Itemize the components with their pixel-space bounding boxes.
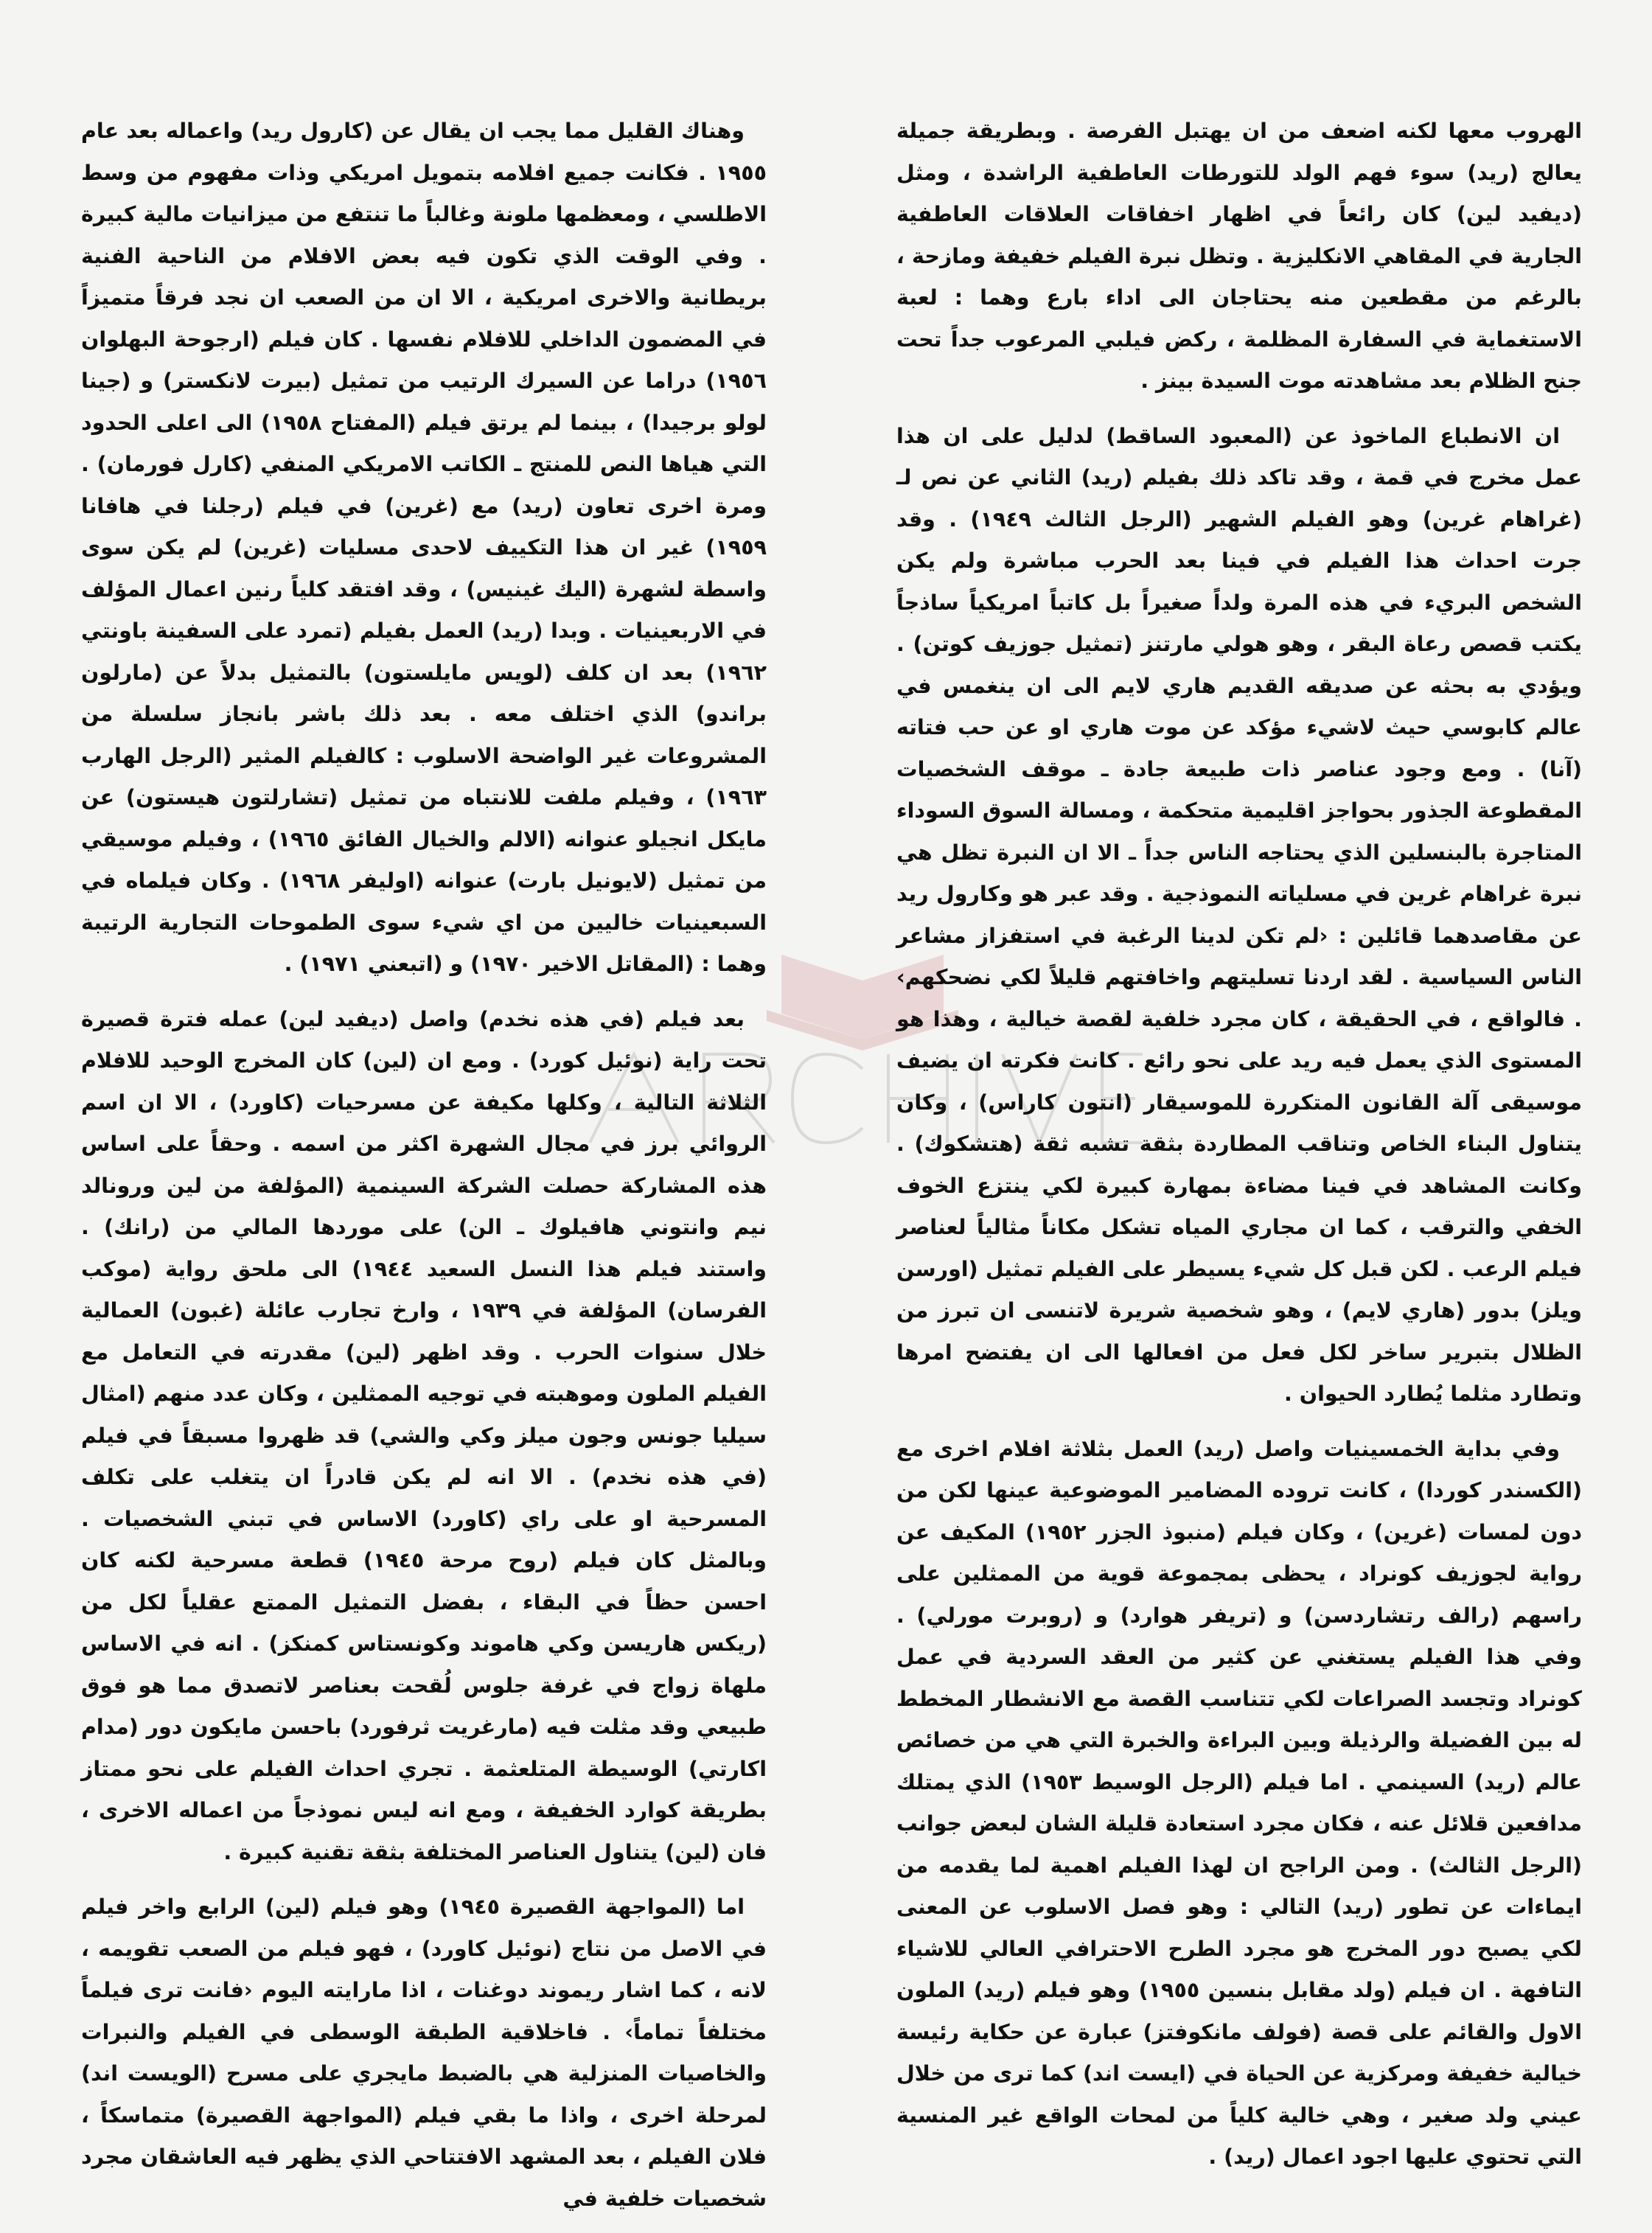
paragraph: وفي بداية الخمسينيات واصل (ريد) العمل بثلاثة افلام اخرى مع (الكسندر كوردا) ، كانت تروده المضامير الموضوعية عينها لكن من دون لمسات (غرين) ، وكان فيلم (منبوذ الجزر ١٩٥٢) المكيف عن رواية لجوزيف كونراد ، يحظى بمجموعة قوية من الممثلين على راسهم (رالف رتشاردسن) و (تريفر هوارد) و (روبرت مورلي) . وفي هذا الفيلم يستغني عن كثير من العقد السردية في عمل كونراد وتجسد الصراعات لكي تتناسب القصة مع الانشطار المخطط له بين الفضيلة والرذيلة وبين البراءة والخبرة التي هي من خصائص عالم (ريد) السينمي . اما فيلم (الرجل الوسيط ١٩٥٣) الذي يمتلك مدافعين قلائل عنه ، فكان مجرد استعادة قليلة الشان لبعض جوانب (الرجل الثالث) . ومن الراجح ان لهذا الفيلم اهمية لما يقدمه من ايماءات عن تطور (ريد) التالي : وهو فصل الاسلوب عن المعنى لكي يصبح دور المخرج هو مجرد الطرح الاحترافي العالي للاشياء التافهة . ان فيلم (ولد مقابل بنسين ١٩٥٥) وهو فيلم (ريد) الملون الاول والقائم على قصة (فولف مانكوفتز) عبارة عن حكاية رئيسة خيالية خفيفة ومركزية عن الحياة في (ايست اند) كما ترى من خلال عيني ولد صغير ، وهي خالية كلياً من لمحات الواقع غير المنسية التي تحتوي عليها اجود اعمال (ريد) . <box>896 1436 1582 2169</box>
paragraph: بعد فيلم (في هذه نخدم) واصل (ديفيد لين) عمله فترة قصيرة تحت راية (نوئيل كورد) . ومع ان (لين) كان المخرج الوحيد للافلام الثلاثة التالية ، وكلها مكيفة عن مسرحيات (كاورد) ، الا ان اسم الروائي برز في مجال الشهرة اكثر من اسمه . وحقاً على اساس هذه المشاركة حصلت الشركة السينمية (المؤلفة من لين ورونالد نيم وانتوني هافيلوك ـ الن) على موردها المالي من (رانك) . واستند فيلم هذا النسل السعيد ١٩٤٤) الى ملحق رواية (موكب الفرسان) المؤلفة في ١٩٣٩ ، وارخ تجارب عائلة (غبون) العمالية خلال سنوات الحرب . وقد اظهر (لين) مقدرته في التعامل مع الفيلم الملون وموهبته في توجيه الممثلين ، وكان عدد منهم (امثال سيليا جونس وجون ميلز وكي والشي) قد ظهروا مسبقاً في فيلم (في هذه نخدم) . الا انه لم يكن قادراً ان يتغلب على تكلف المسرحية او على راي (كاورد) الاساس في تبني الشخصيات . وبالمثل كان فيلم (روح مرحة ١٩٤٥) قطعة مسرحية لكنه كان احسن حظاً في البقاء ، بفضل التمثيل الممتع عقلياً لكل من (ريكس هاريسن وكي هاموند وكونستاس كمنكز) . انه في الاساس ملهاة زواج في غرفة جلوس لُقحت بعناصر لاتصدق مما هو فوق طبيعي وقد مثلت فيه (مارغريت ثرفورد) باحسن مايكون دور (مدام اكارتي) الوسيطة المتلعثمة . تجري احداث الفيلم على نحو ممتاز بطريقة كوارد الخفيفة ، ومع انه ليس نموذجاً من اعماله الاخرى ، فان (لين) يتناول العناصر المختلفة بثقة تقنية كبيرة . <box>81 1006 767 1864</box>
right-column <box>896 111 1582 2192</box>
paragraph: اما (المواجهة القصيرة ١٩٤٥) وهو فيلم (لين) الرابع واخر فيلم في الاصل من نتاج (نوئيل كاورد) ، فهو فيلم من الصعب تقويمه ، لانه ، كما اشار ريموند دوغنات ، اذا مارايته اليوم ‹فانت ترى فيلماً مختلفاً تماماً› . فاخلاقية الطبقة الوسطى في الفيلم والنبرات والخاصيات المنزلية هي بالضبط مايجري على مسرح (الويست اند) لمرحلة اخرى ، واذا ما بقي فيلم (المواجهة القصيرة) متماسكاً ، فلان الفيلم ، بعد المشهد الافتتاحي الذي يظهر فيه العاشقان مجرد شخصيات خلفية في <box>81 1895 767 2211</box>
paragraph: ان الانطباع الماخوذ عن (المعبود الساقط) لدليل على ان هذا عمل مخرج في قمة ، وقد تاكد ذلك بفيلم (ريد) الثاني عن نص لـ (غراهام غرين) وهو الفيلم الشهير (الرجل الثالث ١٩٤٩) . وقد جرت احداث هذا الفيلم في فينا بعد الحرب مباشرة ولم يكن الشخص البريء في هذه المرة ولداً صغيراً بل كاتباً امريكياً ساذجاً يكتب قصص رعاة البقر ، وهو هولي مارتنز (تمثيل جوزيف كوتن) . ويؤدي به بحثه عن صديقه القديم هاري لايم الى ان ينغمس في عالم كابوسي حيث لاشيء مؤكد عن موت هاري او عن حب فتاته (آنا) . ومع وجود عناصر ذات طبيعة جادة ـ موقف الشخصيات المقطوعة الجذور بحواجز اقليمية متحكمة ، ومسالة السوق السوداء المتاجرة بالبنسلين الذي يحتاجه الناس جداً ـ الا ان النبرة تظل هي نبرة غراهام غرين في مسلياته النموذجية . وقد عبر هو وكارول ريد عن مقاصدهما قائلين : ‹لم تكن لدينا الرغبة في استفزاز مشاعر الناس السياسية . لقد اردنا تسليتهم واخافتهم قليلاً لكي نضحكهم› . فالواقع ، في الحقيقة ، كان مجرد خلفية لقصة خيالية ، وهذا هو المستوى الذي يعمل فيه ريد على نحو رائع . كانت فكرته ان يضيف موسيقى آلة القانون المتكررة للموسيقار (انتون كاراس) ، وكان يتناول البناء الخاص وتناقب المطاردة بثقة تشبه ثقة (هتشكوك) . وكانت المشاهد في فينا مضاءة بمهارة كبيرة لكي ينتزع الخوف الخفي والترقب ، كما ان مجاري المياه تشكل مكاناً مثالياً لعناصر فيلم الرعب . لكن قبل كل شيء يسيطر على الفيلم تمثيل (اورسن ويلز) بدور (هاري لايم) ، وهو شخصية شريرة لاتنسى ان تبرز من الظلال بتبرير ساخر لكل فعل من افعالها الى ان يفتضح امرها وتطارد مثلما يُطارد الحيوان . <box>896 423 1582 1406</box>
paragraph: وهناك القليل مما يجب ان يقال عن (كارول ريد) واعماله بعد عام ١٩٥٥ . فكانت جميع افلامه بتمويل امريكي وذات مفهوم من وسط الاطلسي ، ومعظمها ملونة وغالباً ما تنتفع من ميزانيات مالية كبيرة . وفي الوقت الذي تكون فيه بعض الافلام من الناحية الفنية بريطانية والاخرى امريكية ، الا ان من الصعب ان نجد فرقاً متميزاً في المضمون الداخلي للافلام نفسها . كان فيلم (ارجوحة البهلوان ١٩٥٦) دراما عن السيرك الرتيب من تمثيل (بيرت لانكستر) و (جينا لولو برجيدا) ، بينما لم يرتق فيلم (المفتاح ١٩٥٨) الى اعلى الحدود التي هياها النص للمنتج ـ الكاتب الامريكي المنفي (كارل فورمان) . ومرة اخرى تعاون (ريد) مع (غرين) في فيلم (رجلنا في هافانا ١٩٥٩) غير ان هذا التكييف لاحدى مسليات (غرين) لم يكن سوى واسطة لشهرة (اليك غينيس) ، وقد افتقد كلياً رنين اعمال المؤلف في الاربعينيات . وبدا (ريد) العمل بفيلم (تمرد على السفينة باونتي ١٩٦٢) بعد ان كلف (لويس مايلستون) بالتمثيل بدلاً عن (مارلون براندو) الذي اختلف معه . بعد ذلك باشر بانجاز سلسلة من المشروعات غير الواضحة الاسلوب : كالفيلم المثير (الرجل الهارب ١٩٦٣) ، وفيلم ملفت للانتباه من تمثيل (تشارلتون هيستون) عن مايكل انجيلو عنوانه (الالم والخيال الفائق ١٩٦٥) ، وفيلم موسيقي من تمثيل (لايونيل بارت) عنوانه (اوليفر ١٩٦٨) . وكان فيلماه في السبعينيات خاليين من اي شيء سوى الطموحات التجارية الرتيبة وهما : (المقاتل الاخير ١٩٧٠) و (اتبعني ١٩٧١) . <box>81 119 767 976</box>
left-column <box>81 111 767 2233</box>
paragraph: الهروب معها لكنه اضعف من ان يهتبل الفرصة . وبطريقة جميلة يعالج (ريد) سوء فهم الولد للتورطات العاطفية الراشدة ، ومثل (ديفيد لين) كان رائعاً في اظهار اخفاقات العلاقات العاطفية الجارية في المقاهي الانكليزية . وتظل نبرة الفيلم خفيفة ومازحة ، بالرغم من مقطعين منه يحتاجان الى اداء بارع وهما : لعبة الاستغماية في السفارة المظلمة ، ركض فيلبي المرعوب جداً تحت جنح الظلام بعد مشاهدته موت السيدة بينز . <box>896 119 1582 393</box>
